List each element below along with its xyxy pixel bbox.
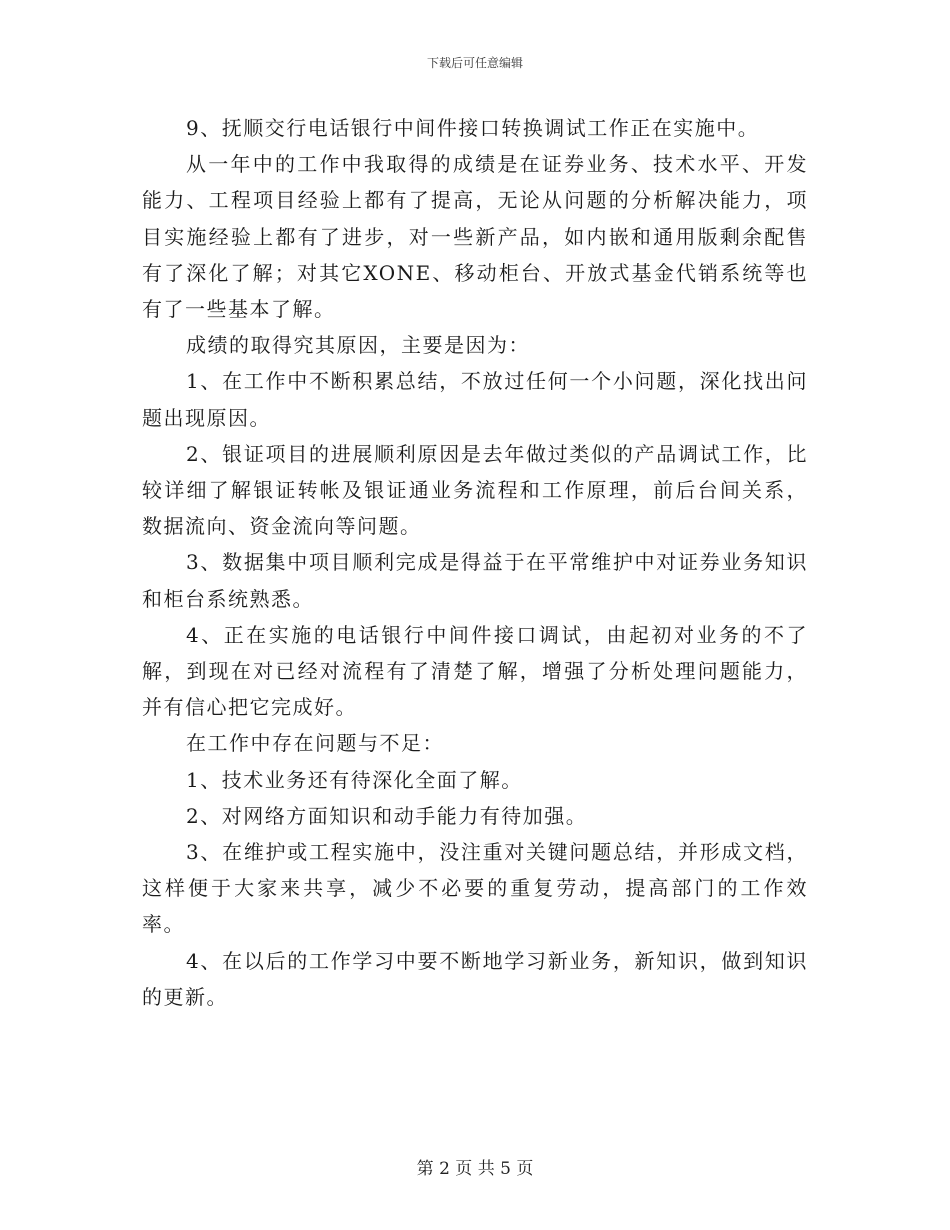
paragraph-problem-1: 1、技术业务还有待深化全面了解。 bbox=[186, 767, 523, 792]
paragraph-problem-3: 3、在维护或工程实施中，没注重对关键问题总结，并形成文档，这样便于大家来共享，减少不必要的重复劳动，提高部门的工作效率。 bbox=[142, 840, 808, 937]
paragraph-reason-2: 2、银证项目的进展顺利原因是去年做过类似的产品调试工作，比较详细了解银证转帐及银证通业务流程和工作原理，前后台间关系，数据流向、资金流向等问题。 bbox=[142, 441, 808, 539]
paragraph-problem-4: 4、在以后的工作学习中要不断地学习新业务，新知识，做到知识的更新。 bbox=[142, 948, 808, 1009]
paragraph-reason-3: 3、数据集中项目顺利完成是得益于在平常维护中对证券业务知识和柜台系统熟悉。 bbox=[142, 550, 808, 611]
paragraph-reasons-heading: 成绩的取得究其原因，主要是因为： bbox=[186, 333, 530, 358]
paragraph-item-9: 9、抚顺交行电话银行中间件接口转换调试工作正在实施中。 bbox=[186, 116, 760, 140]
paragraph-problem-2: 2、对网络方面知识和动手能力有待加强。 bbox=[186, 803, 588, 828]
document-body bbox=[142, 110, 808, 1015]
paragraph-problems-heading: 在工作中存在问题与不足： bbox=[186, 731, 444, 756]
paragraph-reason-4: 4、正在实施的电话银行中间件接口调试，由起初对业务的不了解，到现在对已经对流程有了清楚了解，增强了分析处理问题能力，并有信心把它完成好。 bbox=[142, 622, 808, 720]
page-header: 下载后可任意编辑 bbox=[426, 56, 523, 70]
paragraph-reason-1: 1、在工作中不断积累总结，不放过任何一个小问题，深化找出问题出现原因。 bbox=[142, 369, 808, 430]
page-footer: 第 2 页 共 5 页 bbox=[416, 1159, 534, 1179]
paragraph-achievements: 从一年中的工作中我取得的成绩是在证券业务、技术水平、开发能力、工程项目经验上都有了提高，无论从问题的分析解决能力，项目实施经验上都有了进步，对一些新产品，如内嵌和通用版剩余配售有了深化了解；对其它XONE、移动柜台、开放式基金代销系统等也有了一些基本了解。 bbox=[142, 152, 808, 322]
